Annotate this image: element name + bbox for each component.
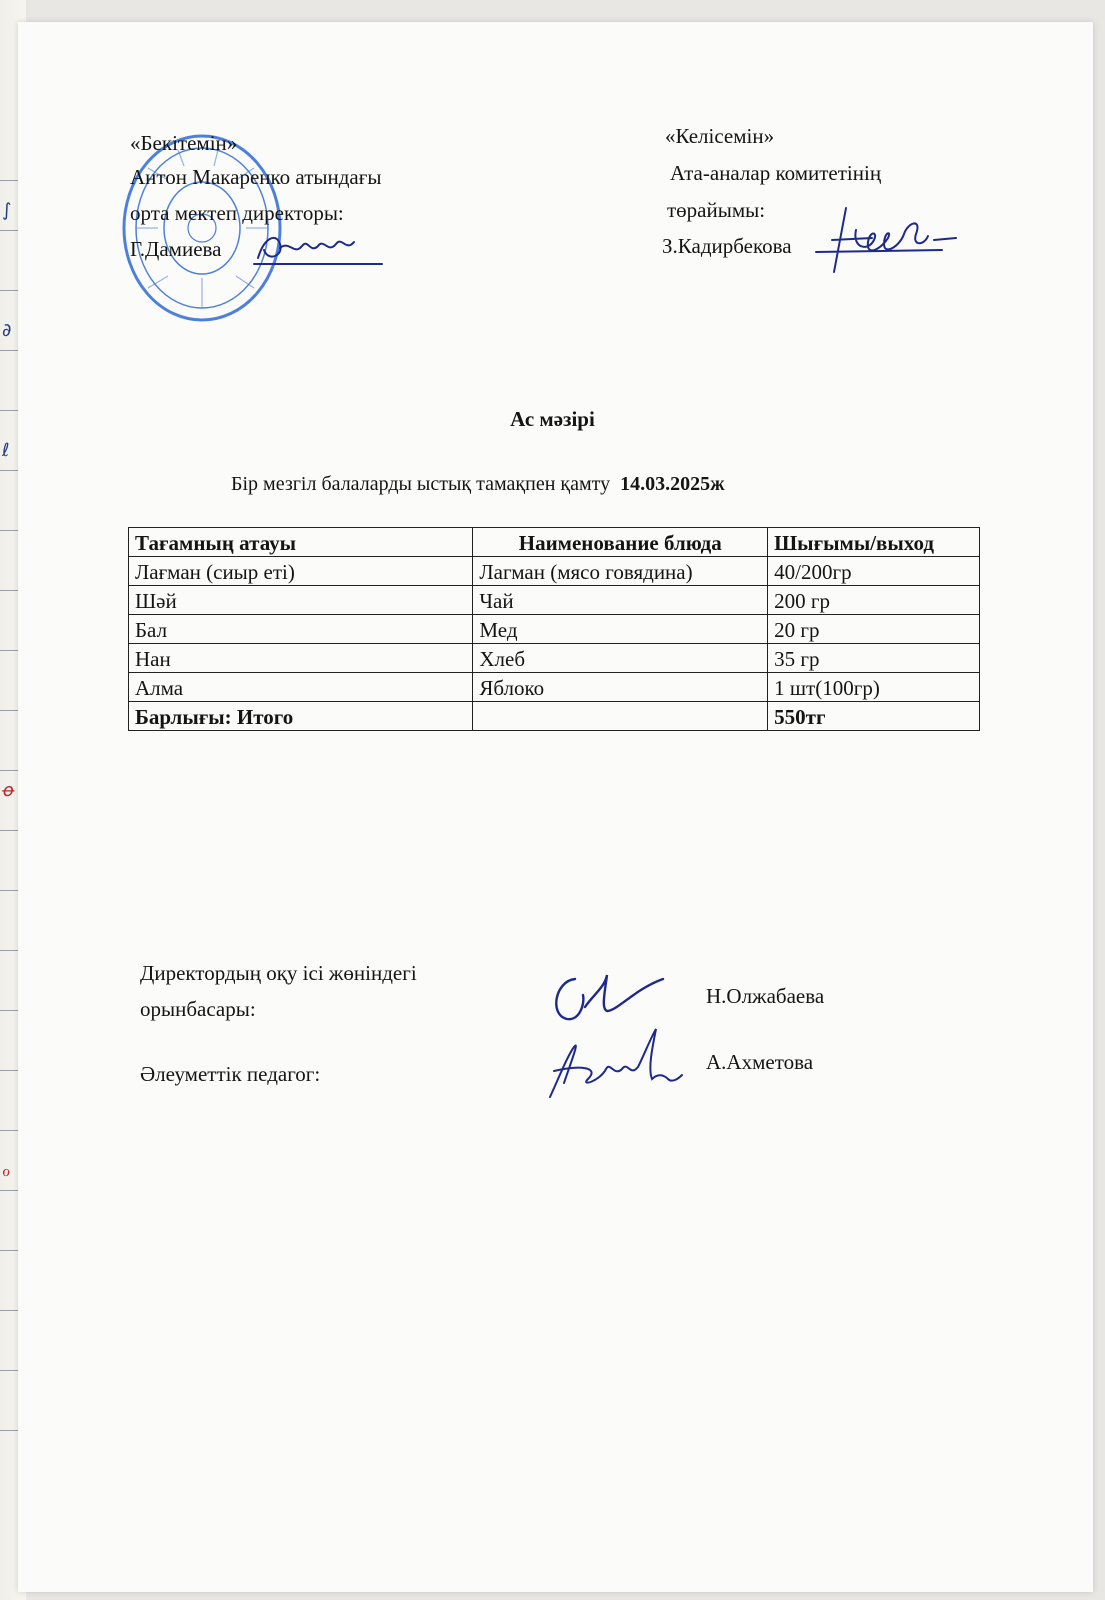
header-kazakh-name: Тағамның атауы xyxy=(129,528,473,557)
deputy-label-line1: Директордың оқу ісі жөніндегі xyxy=(140,961,417,985)
agree-chair-name: З.Кадирбекова xyxy=(662,234,792,258)
table-row xyxy=(129,673,980,702)
cell-yield: 200 гр xyxy=(768,586,980,615)
approve-school-line: Антон Макаренко атындағы xyxy=(130,165,382,189)
deputy-signature xyxy=(545,965,675,1030)
director-signature xyxy=(250,220,390,270)
cell-kazakh-name: Нан xyxy=(129,644,473,673)
cell-kazakh-name: Лағман (сиыр еті) xyxy=(129,557,473,586)
cell-kazakh-name: Шәй xyxy=(129,586,473,615)
cell-russian-name: Лагман (мясо говядина) xyxy=(473,557,768,586)
header-russian-name: Наименование блюда xyxy=(473,528,768,557)
agree-heading: «Келісемін» xyxy=(665,124,775,148)
cell-russian-name: Хлеб xyxy=(473,644,768,673)
agree-committee-line: Ата-аналар комитетінің xyxy=(670,161,882,185)
table-row xyxy=(129,615,980,644)
chair-signature xyxy=(812,200,962,280)
total-price: 550тг xyxy=(768,702,980,731)
table-row xyxy=(129,644,980,673)
deputy-name: Н.Олжабаева xyxy=(706,984,825,1008)
cell-russian-name: Чай xyxy=(473,586,768,615)
total-label: Барлығы: Итого xyxy=(129,702,473,731)
cell-yield: 40/200гр xyxy=(768,557,980,586)
total-empty-cell xyxy=(473,702,768,731)
menu-title: Ас мәзірі xyxy=(510,407,595,431)
table-header-row xyxy=(129,528,980,557)
cell-kazakh-name: Бал xyxy=(129,615,473,644)
table-row xyxy=(129,557,980,586)
menu-table xyxy=(128,527,980,731)
approve-director-name: Г.Дамиева xyxy=(130,237,222,261)
cell-yield: 35 гр xyxy=(768,644,980,673)
pedagogue-label: Әлеуметтік педагог: xyxy=(140,1062,321,1086)
subtitle-text: Бір мезгіл балаларды ыстық тамақпен қамту xyxy=(231,473,611,495)
cell-russian-name: Мед xyxy=(473,615,768,644)
header-yield: Шығымы/выход xyxy=(768,528,980,557)
approve-heading: «Бекітемін» xyxy=(130,131,238,155)
approve-director-line: орта мектеп директоры: xyxy=(130,201,344,225)
menu-subtitle xyxy=(231,473,725,496)
cell-yield: 20 гр xyxy=(768,615,980,644)
cell-russian-name: Яблоко xyxy=(473,673,768,702)
adjacent-page-edge: ∫ ∂ ℓ ꝋ ℴ xyxy=(0,0,26,1600)
cell-yield: 1 шт(100гр) xyxy=(768,673,980,702)
table-total-row xyxy=(129,702,980,731)
pedagogue-signature xyxy=(540,1025,690,1105)
agree-chair-line: төрайымы: xyxy=(667,198,766,222)
menu-date: 14.03.2025ж xyxy=(620,473,725,495)
deputy-label-line2: орынбасары: xyxy=(140,997,256,1021)
pedagogue-name: А.Ахметова xyxy=(706,1050,814,1074)
cell-kazakh-name: Алма xyxy=(129,673,473,702)
table-row xyxy=(129,586,980,615)
